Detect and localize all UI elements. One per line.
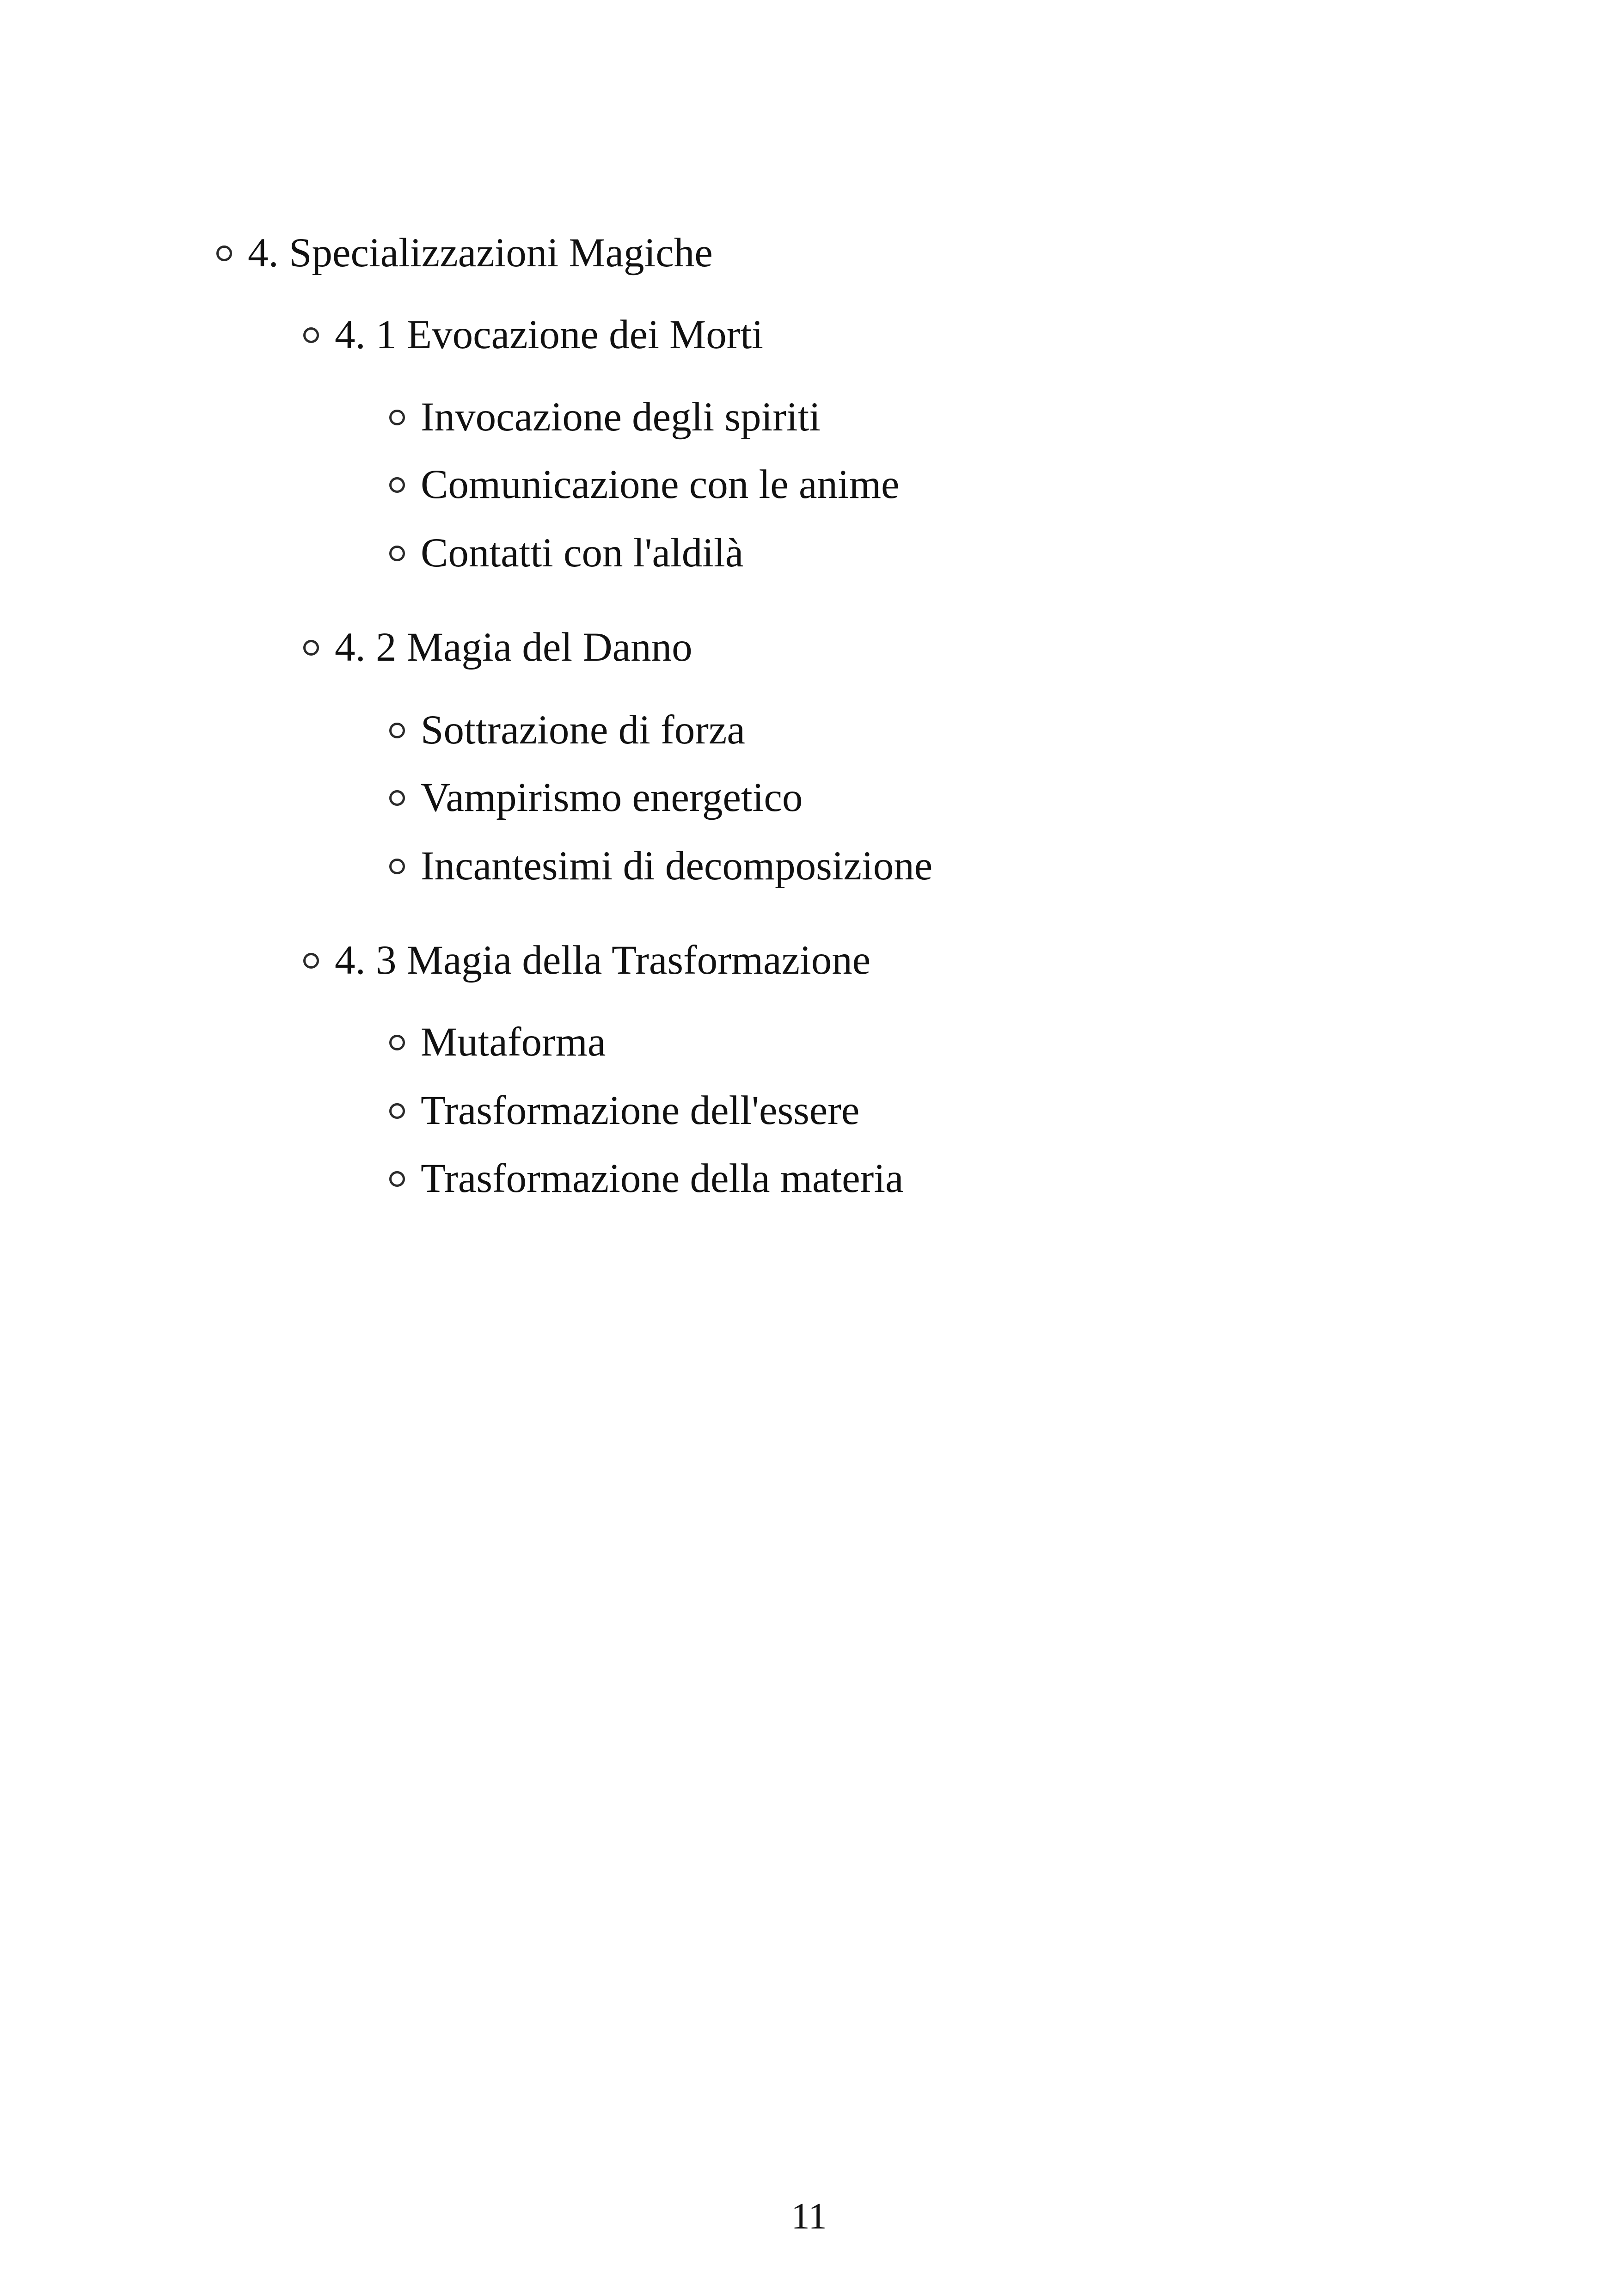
circle-bullet-icon xyxy=(303,640,319,656)
circle-bullet-icon xyxy=(389,1171,405,1187)
list-item-label: Mutaforma xyxy=(421,1019,606,1065)
outline-heading-label: 4. Specializzazioni Magiche xyxy=(248,230,713,276)
list-item-label: Invocazione degli spiriti xyxy=(421,394,821,440)
section-title xyxy=(303,940,870,981)
list-item-label: Contatti con l'aldilà xyxy=(421,530,744,576)
list-item xyxy=(389,1019,606,1065)
section-title-label: 4. 1 Evocazione dei Morti xyxy=(335,312,763,357)
circle-bullet-icon xyxy=(389,546,405,561)
list-item-label: Comunicazione con le anime xyxy=(421,462,900,507)
circle-bullet-icon xyxy=(389,477,405,493)
list-item-label: Trasformazione dell'essere xyxy=(421,1088,860,1133)
list-item-label: Incantesimi di decomposizione xyxy=(421,843,933,889)
list-item-label: Trasformazione della materia xyxy=(421,1156,904,1201)
outline-heading xyxy=(216,230,713,276)
circle-bullet-icon xyxy=(303,327,319,343)
circle-bullet-icon xyxy=(389,1103,405,1119)
circle-bullet-icon xyxy=(303,953,319,969)
list-item xyxy=(389,464,900,505)
circle-bullet-icon xyxy=(216,246,232,261)
list-item-label: Vampirismo energetico xyxy=(421,775,803,820)
section-title xyxy=(303,314,763,356)
section-title xyxy=(303,627,693,668)
list-item xyxy=(389,1090,859,1131)
circle-bullet-icon xyxy=(389,790,405,806)
circle-bullet-icon xyxy=(389,410,405,425)
list-item xyxy=(389,777,803,818)
circle-bullet-icon xyxy=(389,859,405,874)
page-number: 11 xyxy=(791,2196,827,2237)
section-title-label: 4. 2 Magia del Danno xyxy=(335,625,693,670)
list-item xyxy=(389,1158,904,1199)
list-item xyxy=(389,843,933,889)
circle-bullet-icon xyxy=(389,723,405,738)
circle-bullet-icon xyxy=(389,1035,405,1050)
section-title-label: 4. 3 Magia della Trasformazione xyxy=(335,938,871,983)
list-item-label: Sottrazione di forza xyxy=(421,707,745,753)
list-item xyxy=(389,394,821,440)
list-item xyxy=(389,707,745,753)
list-item xyxy=(389,530,744,576)
